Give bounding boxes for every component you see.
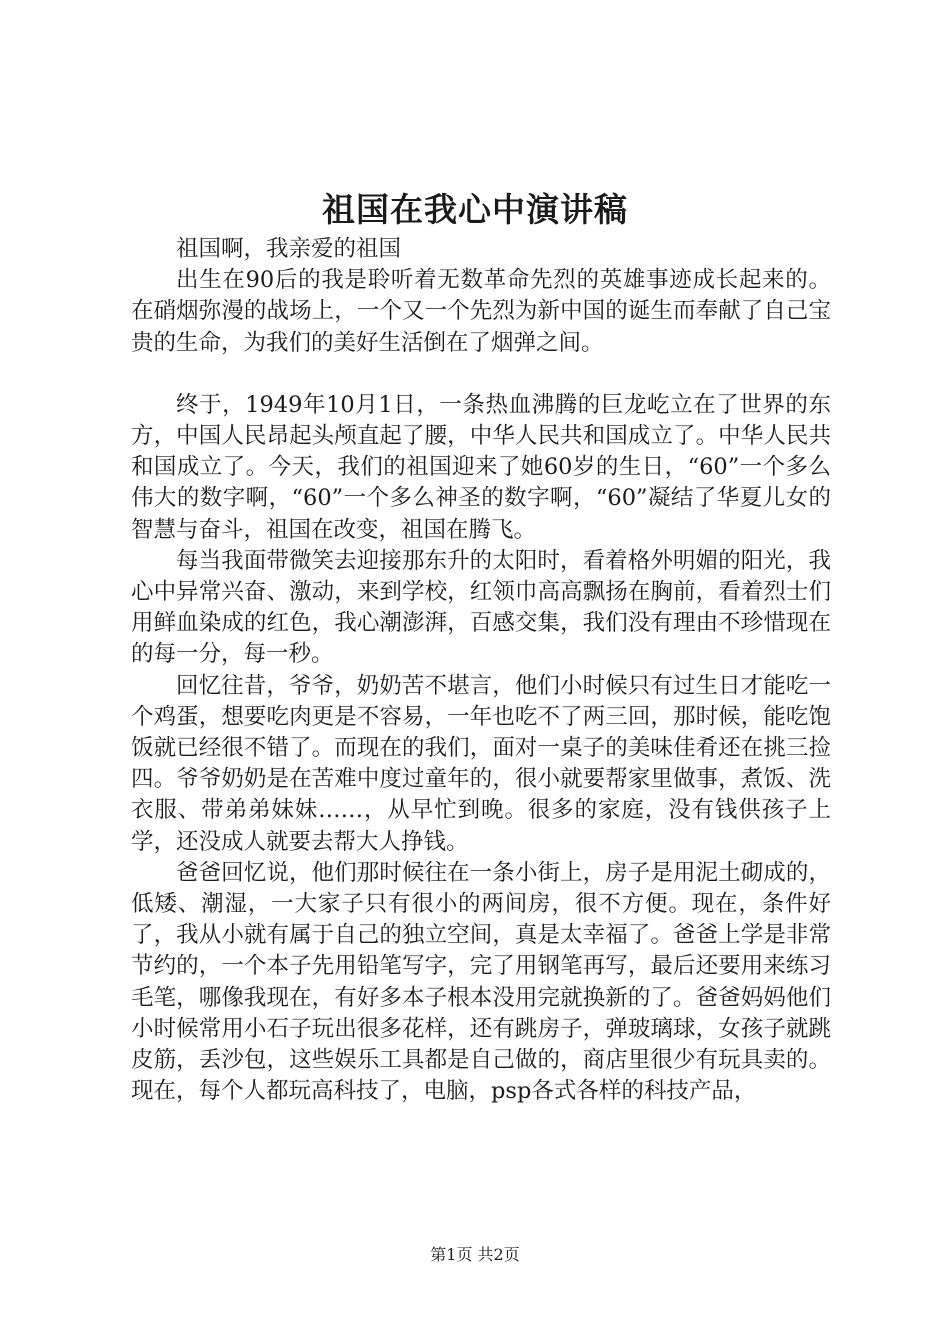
- paragraph-spacer: [131, 359, 831, 390]
- document-body: [131, 234, 831, 1107]
- paragraph-grandparents: 回忆往昔，爷爷，奶奶苦不堪言，他们小时候只有过生日才能吃一个鸡蛋，想要吃肉更是不容易，一年也吃不了两三回，那时候，能吃饱饭就已经很不错了。而现在的我们，面对一桌子的美味佳肴还在挑三捡四。爷爷奶奶是在苦难中度过童年的，很小就要帮家里做事，煮饭、洗衣服、带弟弟妹妹……，从早忙到晚。很多的家庭，没有钱供孩子上学，还没成人就要去帮大人挣钱。: [131, 672, 831, 855]
- paragraph-greeting: 祖国啊，我亲爱的祖国: [176, 236, 402, 262]
- paragraph-sunrise: 每当我面带微笑去迎接那东升的太阳时，看着格外明媚的阳光，我心中异常兴奋、激动，来到学校，红领巾高高飘扬在胸前，看着烈士们用鲜血染成的红色，我心潮澎湃，百感交集，我们没有理由不珍惜现在的每一分，每一秒。: [131, 547, 831, 668]
- paragraph-heroes: 出生在90后的我是聆听着无数革命先烈的英雄事迹成长起来的。在硝烟弥漫的战场上，一个又一个先烈为新中国的诞生而奉献了自己宝贵的生命，为我们的美好生活倒在了烟弹之间。: [131, 267, 831, 356]
- paragraph-father: 爸爸回忆说，他们那时候往在一条小街上，房子是用泥土砌成的，低矮、潮湿，一大家子只有很小的两间房，很不方便。现在，条件好了，我从小就有属于自己的独立空间，真是太幸福了。爸爸上学是非常节约的，一个本子先用铅笔写字，完了用钢笔再写，最后还要用来练习毛笔，哪像我现在，有好多本子根本没用完就换新的了。爸爸妈妈他们小时候常用小石子玩出很多花样，还有跳房子，弹玻璃球，女孩子就跳皮筋，丢沙包，这些娱乐工具都是自己做的，商店里很少有玩具卖的。现在，每个人都玩高科技了，电脑，psp各式各样的科技产品，: [131, 859, 831, 1105]
- page-number-footer: 第1页 共2页: [430, 1245, 520, 1264]
- paragraph-founding: 终于，1949年10月1日，一条热血沸腾的巨龙屹立在了世界的东方，中国人民昂起头颅直起了腰，中华人民共和国成立了。中华人民共和国成立了。今天，我们的祖国迎来了她60岁的生日，“60”一个多么伟大的数字啊，“60”一个多么神圣的数字啊，“60”凝结了华夏儿女的智慧与奋斗，祖国在改变，祖国在腾飞。: [131, 391, 831, 543]
- document-title: 祖国在我心中演讲稿: [322, 190, 628, 229]
